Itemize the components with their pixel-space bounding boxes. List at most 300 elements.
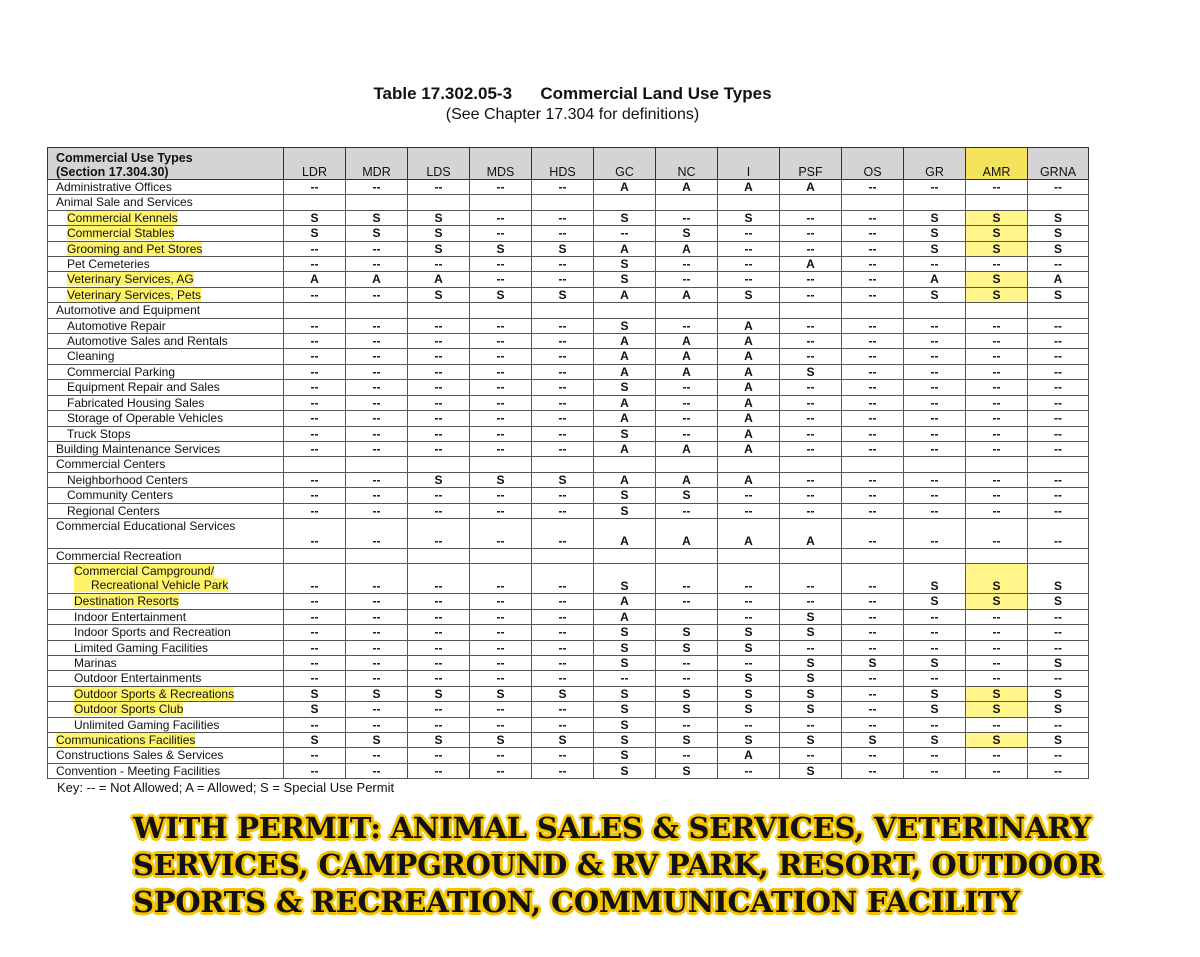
zone-cell-gc: S bbox=[594, 272, 656, 287]
header-zone-grna: GRNA bbox=[1028, 148, 1089, 180]
zone-cell-amr: -- bbox=[966, 411, 1028, 426]
zone-cell-gc: S bbox=[594, 625, 656, 640]
zone-cell-lds: S bbox=[408, 287, 470, 302]
zone-cell-ldr bbox=[284, 303, 346, 318]
zone-cell-lds: -- bbox=[408, 349, 470, 364]
zone-cell-ldr: -- bbox=[284, 364, 346, 379]
use-type-label: Veterinary Services, AG bbox=[67, 272, 194, 287]
zone-cell-mdr: -- bbox=[346, 702, 408, 717]
zone-cell-amr: -- bbox=[966, 334, 1028, 349]
zone-cell-os: -- bbox=[842, 226, 904, 241]
zone-cell-i: A bbox=[718, 380, 780, 395]
zone-cell-psf: S bbox=[780, 733, 842, 748]
zone-cell-lds: S bbox=[408, 226, 470, 241]
zone-cell-ldr: -- bbox=[284, 349, 346, 364]
zone-cell-os bbox=[842, 303, 904, 318]
header-use-types-line1: Commercial Use Types bbox=[56, 151, 193, 165]
zone-cell-amr: -- bbox=[966, 717, 1028, 732]
zone-cell-ldr: -- bbox=[284, 318, 346, 333]
table-row bbox=[48, 411, 1089, 426]
zone-cell-nc: -- bbox=[656, 257, 718, 272]
zone-cell-mdr: -- bbox=[346, 411, 408, 426]
zone-cell-os: -- bbox=[842, 411, 904, 426]
zone-cell-nc: A bbox=[656, 364, 718, 379]
zone-cell-mdr: -- bbox=[346, 564, 408, 594]
zone-cell-grna: S bbox=[1028, 733, 1089, 748]
zone-cell-gr bbox=[904, 548, 966, 563]
zone-cell-mdr: -- bbox=[346, 426, 408, 441]
zone-cell-psf: -- bbox=[780, 472, 842, 487]
zone-cell-i: A bbox=[718, 518, 780, 548]
zone-cell-i: -- bbox=[718, 763, 780, 778]
zone-cell-gr: -- bbox=[904, 441, 966, 456]
zone-cell-grna: S bbox=[1028, 655, 1089, 670]
table-row bbox=[48, 318, 1089, 333]
zone-cell-os: -- bbox=[842, 349, 904, 364]
use-type-label: Commercial Centers bbox=[56, 457, 166, 472]
zone-cell-gr: S bbox=[904, 287, 966, 302]
zone-cell-lds: -- bbox=[408, 364, 470, 379]
zone-cell-psf: S bbox=[780, 655, 842, 670]
zone-cell-lds: -- bbox=[408, 702, 470, 717]
zone-cell-gr: S bbox=[904, 210, 966, 225]
zone-cell-gc: A bbox=[594, 334, 656, 349]
zone-cell-grna: -- bbox=[1028, 518, 1089, 548]
zone-cell-grna: S bbox=[1028, 702, 1089, 717]
zone-cell-psf: -- bbox=[780, 640, 842, 655]
zone-cell-psf: -- bbox=[780, 717, 842, 732]
zone-cell-mds: -- bbox=[470, 395, 532, 410]
zone-cell-ldr: -- bbox=[284, 441, 346, 456]
use-type-label: Automotive Sales and Rentals bbox=[67, 334, 228, 349]
zone-cell-amr: -- bbox=[966, 441, 1028, 456]
zone-cell-lds: -- bbox=[408, 594, 470, 609]
zone-cell-ldr: -- bbox=[284, 594, 346, 609]
zone-cell-nc: -- bbox=[656, 411, 718, 426]
zone-cell-lds: S bbox=[408, 686, 470, 701]
zone-cell-ldr: S bbox=[284, 733, 346, 748]
zone-cell-amr: S bbox=[966, 287, 1028, 302]
zone-cell-mds: -- bbox=[470, 364, 532, 379]
zone-cell-gr: S bbox=[904, 226, 966, 241]
use-type-label: Outdoor Sports & Recreations bbox=[74, 686, 235, 701]
use-type-cell bbox=[48, 625, 284, 640]
zone-cell-os bbox=[842, 195, 904, 210]
zone-cell-hds: -- bbox=[532, 318, 594, 333]
zone-cell-i: -- bbox=[718, 272, 780, 287]
zone-cell-os: -- bbox=[842, 671, 904, 686]
zone-cell-lds: -- bbox=[408, 564, 470, 594]
header-zone-mdr: MDR bbox=[346, 148, 408, 180]
table-row bbox=[48, 180, 1089, 195]
zone-cell-amr: -- bbox=[966, 395, 1028, 410]
use-type-cell bbox=[48, 226, 284, 241]
zone-cell-gc bbox=[594, 303, 656, 318]
table-row bbox=[48, 609, 1089, 624]
zone-cell-i bbox=[718, 457, 780, 472]
use-type-cell bbox=[48, 364, 284, 379]
use-type-cell bbox=[48, 702, 284, 717]
zone-cell-lds: -- bbox=[408, 655, 470, 670]
zone-cell-grna: -- bbox=[1028, 349, 1089, 364]
zone-cell-amr: S bbox=[966, 686, 1028, 701]
zone-cell-psf bbox=[780, 195, 842, 210]
use-type-label: Indoor Sports and Recreation bbox=[74, 625, 231, 640]
zone-cell-psf: A bbox=[780, 180, 842, 195]
zone-cell-os: -- bbox=[842, 180, 904, 195]
zone-cell-gc: S bbox=[594, 488, 656, 503]
zone-cell-lds: -- bbox=[408, 334, 470, 349]
header-zone-i: I bbox=[718, 148, 780, 180]
zone-cell-i: -- bbox=[718, 717, 780, 732]
table-row bbox=[48, 472, 1089, 487]
zone-cell-grna: -- bbox=[1028, 411, 1089, 426]
table-row bbox=[48, 655, 1089, 670]
zone-cell-mdr: -- bbox=[346, 257, 408, 272]
zone-cell-gc: A bbox=[594, 609, 656, 624]
table-row bbox=[48, 257, 1089, 272]
zone-cell-grna: -- bbox=[1028, 380, 1089, 395]
zone-cell-mdr: -- bbox=[346, 488, 408, 503]
use-type-label: Commercial Kennels bbox=[67, 210, 178, 225]
use-type-label: Administrative Offices bbox=[56, 180, 172, 194]
use-type-cell bbox=[48, 257, 284, 272]
zone-cell-gc: A bbox=[594, 472, 656, 487]
zone-cell-lds: S bbox=[408, 210, 470, 225]
zone-cell-ldr bbox=[284, 195, 346, 210]
zone-cell-os: -- bbox=[842, 686, 904, 701]
zone-cell-os: -- bbox=[842, 748, 904, 763]
zone-cell-hds: -- bbox=[532, 395, 594, 410]
zone-cell-gc: S bbox=[594, 655, 656, 670]
table-row bbox=[48, 640, 1089, 655]
zone-cell-grna bbox=[1028, 457, 1089, 472]
zone-cell-lds bbox=[408, 303, 470, 318]
zone-cell-hds: -- bbox=[532, 503, 594, 518]
use-type-cell bbox=[48, 503, 284, 518]
zone-cell-nc: -- bbox=[656, 503, 718, 518]
zone-cell-os: -- bbox=[842, 594, 904, 609]
zone-cell-gr: S bbox=[904, 564, 966, 594]
zone-cell-nc: S bbox=[656, 226, 718, 241]
use-type-cell bbox=[48, 686, 284, 701]
banner-line-1: WITH PERMIT: ANIMAL SALES & SERVICES, VETERINARY bbox=[133, 811, 1091, 845]
zone-cell-hds bbox=[532, 548, 594, 563]
zone-cell-gc: S bbox=[594, 640, 656, 655]
zone-cell-ldr: -- bbox=[284, 426, 346, 441]
use-type-label: Automotive Repair bbox=[67, 318, 166, 333]
zone-cell-i: A bbox=[718, 426, 780, 441]
zone-cell-hds: -- bbox=[532, 671, 594, 686]
use-type-label: Building Maintenance Services bbox=[56, 441, 221, 456]
table-row bbox=[48, 349, 1089, 364]
use-type-cell bbox=[48, 441, 284, 456]
use-type-cell bbox=[48, 748, 284, 763]
zone-cell-mds: -- bbox=[470, 717, 532, 732]
zone-cell-psf: -- bbox=[780, 241, 842, 256]
use-type-cell bbox=[48, 318, 284, 333]
zone-cell-lds: -- bbox=[408, 380, 470, 395]
table-row bbox=[48, 518, 1089, 548]
zone-cell-nc: A bbox=[656, 334, 718, 349]
zone-cell-gc: A bbox=[594, 241, 656, 256]
zone-cell-os: -- bbox=[842, 441, 904, 456]
zone-cell-i: A bbox=[718, 411, 780, 426]
zone-cell-os: -- bbox=[842, 503, 904, 518]
zone-cell-nc bbox=[656, 195, 718, 210]
zone-cell-gr: -- bbox=[904, 625, 966, 640]
zone-cell-gc: A bbox=[594, 518, 656, 548]
table-header-row bbox=[48, 148, 1089, 180]
zone-cell-gc: A bbox=[594, 364, 656, 379]
zone-cell-ldr: S bbox=[284, 686, 346, 701]
use-type-label: Limited Gaming Facilities bbox=[74, 640, 209, 655]
zone-cell-mdr: -- bbox=[346, 364, 408, 379]
zone-cell-lds: -- bbox=[408, 518, 470, 548]
use-type-label: Indoor Entertainment bbox=[74, 609, 187, 624]
zone-cell-lds: S bbox=[408, 241, 470, 256]
zone-cell-mds: -- bbox=[470, 380, 532, 395]
table-row bbox=[48, 503, 1089, 518]
zone-cell-mds: -- bbox=[470, 226, 532, 241]
zone-cell-mdr: -- bbox=[346, 395, 408, 410]
zone-cell-psf: S bbox=[780, 364, 842, 379]
zone-cell-nc: A bbox=[656, 349, 718, 364]
zone-cell-nc: -- bbox=[656, 272, 718, 287]
zone-cell-ldr: -- bbox=[284, 503, 346, 518]
zone-cell-i: -- bbox=[718, 488, 780, 503]
zone-cell-grna bbox=[1028, 303, 1089, 318]
zone-cell-mdr bbox=[346, 195, 408, 210]
use-type-cell bbox=[48, 472, 284, 487]
zone-cell-gc: S bbox=[594, 686, 656, 701]
zone-cell-lds: -- bbox=[408, 625, 470, 640]
zone-cell-mds: -- bbox=[470, 210, 532, 225]
zone-cell-gc: -- bbox=[594, 226, 656, 241]
zone-cell-ldr: -- bbox=[284, 609, 346, 624]
zone-cell-i: A bbox=[718, 334, 780, 349]
zone-cell-hds: -- bbox=[532, 518, 594, 548]
zone-cell-lds: -- bbox=[408, 318, 470, 333]
zone-cell-hds: -- bbox=[532, 180, 594, 195]
zone-cell-ldr: -- bbox=[284, 287, 346, 302]
zone-cell-hds: S bbox=[532, 472, 594, 487]
zone-cell-mdr: S bbox=[346, 733, 408, 748]
table-row bbox=[48, 210, 1089, 225]
zone-cell-nc: S bbox=[656, 625, 718, 640]
table-row bbox=[48, 426, 1089, 441]
zone-cell-grna bbox=[1028, 195, 1089, 210]
zone-cell-mds: -- bbox=[470, 180, 532, 195]
zone-cell-i: -- bbox=[718, 226, 780, 241]
zone-cell-grna: -- bbox=[1028, 503, 1089, 518]
zone-cell-nc: S bbox=[656, 733, 718, 748]
land-use-table bbox=[47, 147, 1089, 779]
zone-cell-mdr: -- bbox=[346, 287, 408, 302]
table-row bbox=[48, 702, 1089, 717]
zone-cell-amr: -- bbox=[966, 488, 1028, 503]
zone-cell-lds: -- bbox=[408, 763, 470, 778]
zone-cell-i: A bbox=[718, 441, 780, 456]
zone-cell-psf: -- bbox=[780, 318, 842, 333]
use-type-cell bbox=[48, 640, 284, 655]
table-row bbox=[48, 548, 1089, 563]
zone-cell-nc: S bbox=[656, 702, 718, 717]
zone-cell-mds: -- bbox=[470, 441, 532, 456]
zone-cell-mdr: S bbox=[346, 686, 408, 701]
zone-cell-gr: -- bbox=[904, 640, 966, 655]
zone-cell-gc: S bbox=[594, 564, 656, 594]
zone-cell-mds bbox=[470, 457, 532, 472]
zone-cell-i bbox=[718, 303, 780, 318]
zone-cell-mdr bbox=[346, 303, 408, 318]
zone-cell-gr: A bbox=[904, 272, 966, 287]
use-type-cell bbox=[48, 518, 284, 548]
table-row bbox=[48, 395, 1089, 410]
zone-cell-mdr: -- bbox=[346, 655, 408, 670]
use-type-cell bbox=[48, 210, 284, 225]
header-use-types-line2: (Section 17.304.30) bbox=[56, 165, 169, 179]
zone-cell-mds: -- bbox=[470, 640, 532, 655]
zone-cell-grna: -- bbox=[1028, 609, 1089, 624]
use-type-label: Fabricated Housing Sales bbox=[67, 395, 205, 410]
zone-cell-gr: -- bbox=[904, 472, 966, 487]
zone-cell-i: A bbox=[718, 180, 780, 195]
zone-cell-gr: -- bbox=[904, 671, 966, 686]
zone-cell-amr: -- bbox=[966, 655, 1028, 670]
zone-cell-lds: -- bbox=[408, 609, 470, 624]
zone-cell-ldr: -- bbox=[284, 334, 346, 349]
zone-cell-psf: -- bbox=[780, 441, 842, 456]
zone-cell-hds: -- bbox=[532, 380, 594, 395]
zone-cell-lds: -- bbox=[408, 640, 470, 655]
zone-cell-amr: S bbox=[966, 272, 1028, 287]
use-type-cell bbox=[48, 609, 284, 624]
table-row bbox=[48, 564, 1089, 594]
zone-cell-gc: A bbox=[594, 441, 656, 456]
zone-cell-mdr: -- bbox=[346, 180, 408, 195]
zone-cell-grna: -- bbox=[1028, 334, 1089, 349]
zone-cell-gr: -- bbox=[904, 488, 966, 503]
zone-cell-os: -- bbox=[842, 702, 904, 717]
table-row bbox=[48, 364, 1089, 379]
use-type-cell bbox=[48, 426, 284, 441]
zone-cell-psf bbox=[780, 303, 842, 318]
use-type-label-line2: Recreational Vehicle Park bbox=[74, 578, 228, 592]
use-type-label: Commercial Campground/ bbox=[74, 564, 215, 579]
zone-cell-nc: A bbox=[656, 241, 718, 256]
zone-cell-gc: A bbox=[594, 180, 656, 195]
zone-cell-lds: S bbox=[408, 472, 470, 487]
zone-cell-gr: -- bbox=[904, 334, 966, 349]
zone-cell-gr: -- bbox=[904, 349, 966, 364]
zone-cell-os: -- bbox=[842, 518, 904, 548]
use-type-label: Grooming and Pet Stores bbox=[67, 241, 203, 256]
zone-cell-ldr: S bbox=[284, 702, 346, 717]
use-type-cell bbox=[48, 411, 284, 426]
zone-cell-grna: -- bbox=[1028, 441, 1089, 456]
zone-cell-gc: A bbox=[594, 349, 656, 364]
zone-cell-amr: -- bbox=[966, 609, 1028, 624]
zone-cell-grna: -- bbox=[1028, 625, 1089, 640]
zone-cell-ldr: -- bbox=[284, 655, 346, 670]
use-type-cell bbox=[48, 395, 284, 410]
zone-cell-psf: S bbox=[780, 763, 842, 778]
zone-cell-amr: S bbox=[966, 594, 1028, 609]
zone-cell-gc: S bbox=[594, 702, 656, 717]
zone-cell-nc: -- bbox=[656, 380, 718, 395]
zone-cell-i: A bbox=[718, 472, 780, 487]
zone-cell-gr: S bbox=[904, 733, 966, 748]
zone-cell-hds: -- bbox=[532, 411, 594, 426]
zone-cell-mdr: -- bbox=[346, 334, 408, 349]
zone-cell-psf: -- bbox=[780, 287, 842, 302]
zone-cell-mds: -- bbox=[470, 257, 532, 272]
zone-cell-gr bbox=[904, 457, 966, 472]
use-type-cell bbox=[48, 334, 284, 349]
zone-cell-i: S bbox=[718, 702, 780, 717]
zone-cell-amr: S bbox=[966, 226, 1028, 241]
zone-cell-gr: -- bbox=[904, 518, 966, 548]
zone-cell-os: -- bbox=[842, 287, 904, 302]
zone-cell-gr: -- bbox=[904, 318, 966, 333]
zone-cell-mds: S bbox=[470, 241, 532, 256]
header-zone-hds: HDS bbox=[532, 148, 594, 180]
zone-cell-ldr: -- bbox=[284, 564, 346, 594]
zone-cell-i: -- bbox=[718, 503, 780, 518]
zone-cell-amr: S bbox=[966, 564, 1028, 594]
table-row bbox=[48, 303, 1089, 318]
zone-cell-hds: -- bbox=[532, 349, 594, 364]
table-row bbox=[48, 457, 1089, 472]
zone-cell-amr: S bbox=[966, 241, 1028, 256]
zone-cell-mds: -- bbox=[470, 763, 532, 778]
zone-cell-os: -- bbox=[842, 640, 904, 655]
zone-cell-os: -- bbox=[842, 625, 904, 640]
zone-cell-mds: -- bbox=[470, 318, 532, 333]
zone-cell-mdr: -- bbox=[346, 717, 408, 732]
zone-cell-mdr: -- bbox=[346, 472, 408, 487]
table-row bbox=[48, 226, 1089, 241]
header-zone-gc: GC bbox=[594, 148, 656, 180]
zone-cell-gr: S bbox=[904, 241, 966, 256]
zone-cell-grna: S bbox=[1028, 287, 1089, 302]
zone-cell-grna: -- bbox=[1028, 364, 1089, 379]
zone-cell-psf: -- bbox=[780, 226, 842, 241]
header-zone-os: OS bbox=[842, 148, 904, 180]
use-type-cell bbox=[48, 564, 284, 594]
zone-cell-psf: -- bbox=[780, 395, 842, 410]
zone-cell-i: A bbox=[718, 395, 780, 410]
zone-cell-hds: -- bbox=[532, 564, 594, 594]
zone-cell-psf: -- bbox=[780, 748, 842, 763]
zone-cell-nc bbox=[656, 609, 718, 624]
zone-cell-hds: -- bbox=[532, 702, 594, 717]
table-row bbox=[48, 686, 1089, 701]
zone-cell-mdr: S bbox=[346, 210, 408, 225]
zone-cell-grna: -- bbox=[1028, 763, 1089, 778]
zone-cell-os: -- bbox=[842, 763, 904, 778]
zone-cell-gc: A bbox=[594, 411, 656, 426]
table-row bbox=[48, 441, 1089, 456]
use-type-cell bbox=[48, 272, 284, 287]
zone-cell-amr: -- bbox=[966, 257, 1028, 272]
zone-cell-i: -- bbox=[718, 564, 780, 594]
zone-cell-os: -- bbox=[842, 609, 904, 624]
use-type-label: Neighborhood Centers bbox=[67, 472, 188, 487]
zone-cell-hds: -- bbox=[532, 226, 594, 241]
zone-cell-mds: -- bbox=[470, 488, 532, 503]
